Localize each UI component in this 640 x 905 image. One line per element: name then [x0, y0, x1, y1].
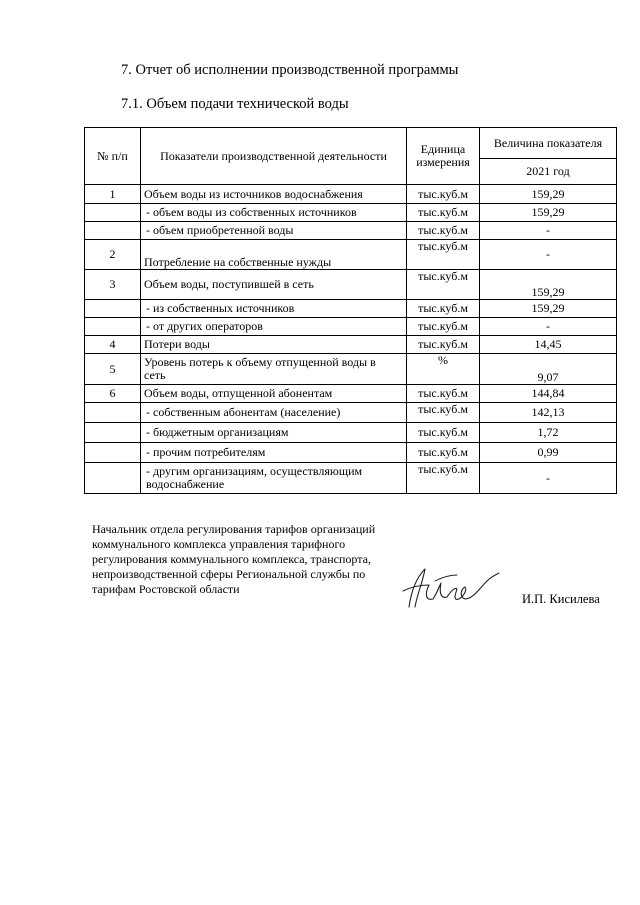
section-heading: 7. Отчет об исполнении производственной программы: [121, 62, 459, 78]
row-indicator: Объем воды, поступившей в сеть: [141, 270, 407, 300]
table-row: [85, 240, 617, 270]
row-value: -: [480, 222, 617, 240]
row-indicator: - бюджетным организациям: [141, 423, 407, 443]
row-value: 142,13: [480, 403, 617, 423]
signatory-line: непроизводственной сферы Региональной службы по: [92, 567, 366, 581]
row-num: [85, 318, 141, 336]
row-value: 9,07: [480, 354, 617, 385]
row-indicator: Объем воды, отпущенной абонентам: [141, 385, 407, 403]
report-table: [84, 127, 617, 494]
row-indicator: - из собственных источников: [141, 300, 407, 318]
header-unit-line2: измерения: [416, 155, 470, 169]
row-num: [85, 403, 141, 423]
row-num: [85, 300, 141, 318]
table-row: [85, 463, 617, 494]
row-unit: тыс.куб.м: [407, 336, 480, 354]
row-indicator: - от других операторов: [141, 318, 407, 336]
row-indicator-line1: Уровень потерь к объему отпущенной воды в: [144, 355, 376, 369]
row-num: 3: [85, 270, 141, 300]
row-indicator-line2: водоснабжение: [146, 477, 225, 491]
signatory-position: [92, 522, 422, 597]
table-row: [85, 423, 617, 443]
row-value: 159,29: [480, 204, 617, 222]
table-row: [85, 300, 617, 318]
row-value: 159,29: [480, 185, 617, 204]
table-row: [85, 443, 617, 463]
signatory-line: регулирования коммунального комплекса, транспорта,: [92, 552, 371, 566]
row-unit: тыс.куб.м: [407, 423, 480, 443]
header-year: 2021 год: [480, 159, 617, 185]
row-num: [85, 443, 141, 463]
row-unit: тыс.куб.м: [407, 222, 480, 240]
table-header-row: [85, 128, 617, 159]
table-row: [85, 336, 617, 354]
row-num: 6: [85, 385, 141, 403]
header-unit: [407, 128, 480, 185]
row-value: -: [480, 318, 617, 336]
header-indicator: Показатели производственной деятельности: [141, 128, 407, 185]
row-indicator: Потери воды: [141, 336, 407, 354]
header-value-title: Величина показателя: [480, 128, 617, 159]
signatory-line: тарифам Ростовской области: [92, 582, 240, 596]
row-unit: тыс.куб.м: [407, 443, 480, 463]
row-num: 2: [85, 240, 141, 270]
row-value: -: [480, 463, 617, 494]
table-row: [85, 222, 617, 240]
row-indicator: - объем приобретенной воды: [141, 222, 407, 240]
table-row: [85, 354, 617, 385]
row-unit: тыс.куб.м: [407, 270, 480, 300]
row-num: [85, 463, 141, 494]
row-indicator: Потребление на собственные нужды: [141, 240, 407, 270]
row-value: 0,99: [480, 443, 617, 463]
row-indicator: Объем воды из источников водоснабжения: [141, 185, 407, 204]
row-num: [85, 423, 141, 443]
row-value: 144,84: [480, 385, 617, 403]
row-unit: тыс.куб.м: [407, 300, 480, 318]
row-value: -: [480, 240, 617, 270]
row-unit: %: [407, 354, 480, 385]
row-num: 4: [85, 336, 141, 354]
subsection-heading: 7.1. Объем подачи технической воды: [121, 96, 349, 112]
table-row: [85, 270, 617, 300]
row-unit: тыс.куб.м: [407, 385, 480, 403]
header-unit-line1: Единица: [420, 142, 466, 156]
table-row: [85, 403, 617, 423]
row-num: [85, 222, 141, 240]
header-num: № п/п: [85, 128, 141, 185]
signatory-line: Начальник отдела регулирования тарифов организаций: [92, 522, 376, 536]
row-unit: тыс.куб.м: [407, 185, 480, 204]
row-indicator-line2: сеть: [144, 368, 166, 382]
row-value: 159,29: [480, 270, 617, 300]
table-row: [85, 204, 617, 222]
signatory-line: коммунального комплекса управления тарифного: [92, 537, 346, 551]
table-row: [85, 385, 617, 403]
row-indicator: - собственным абонентам (население): [141, 403, 407, 423]
row-indicator: [141, 463, 407, 494]
row-indicator-line1: - другим организациям, осуществляющим: [146, 464, 363, 478]
row-indicator: - прочим потребителям: [141, 443, 407, 463]
row-unit: тыс.куб.м: [407, 463, 480, 494]
row-unit: тыс.куб.м: [407, 204, 480, 222]
row-unit: тыс.куб.м: [407, 240, 480, 270]
signer-name: И.П. Кисилева: [522, 592, 600, 606]
row-num: 1: [85, 185, 141, 204]
table-row: [85, 318, 617, 336]
table-row: [85, 185, 617, 204]
handwritten-signature: [395, 563, 505, 613]
row-indicator: - объем воды из собственных источников: [141, 204, 407, 222]
row-unit: тыс.куб.м: [407, 403, 480, 423]
row-value: 159,29: [480, 300, 617, 318]
row-num: [85, 204, 141, 222]
row-value: 1,72: [480, 423, 617, 443]
row-num: 5: [85, 354, 141, 385]
row-indicator: [141, 354, 407, 385]
row-unit: тыс.куб.м: [407, 318, 480, 336]
row-value: 14,45: [480, 336, 617, 354]
